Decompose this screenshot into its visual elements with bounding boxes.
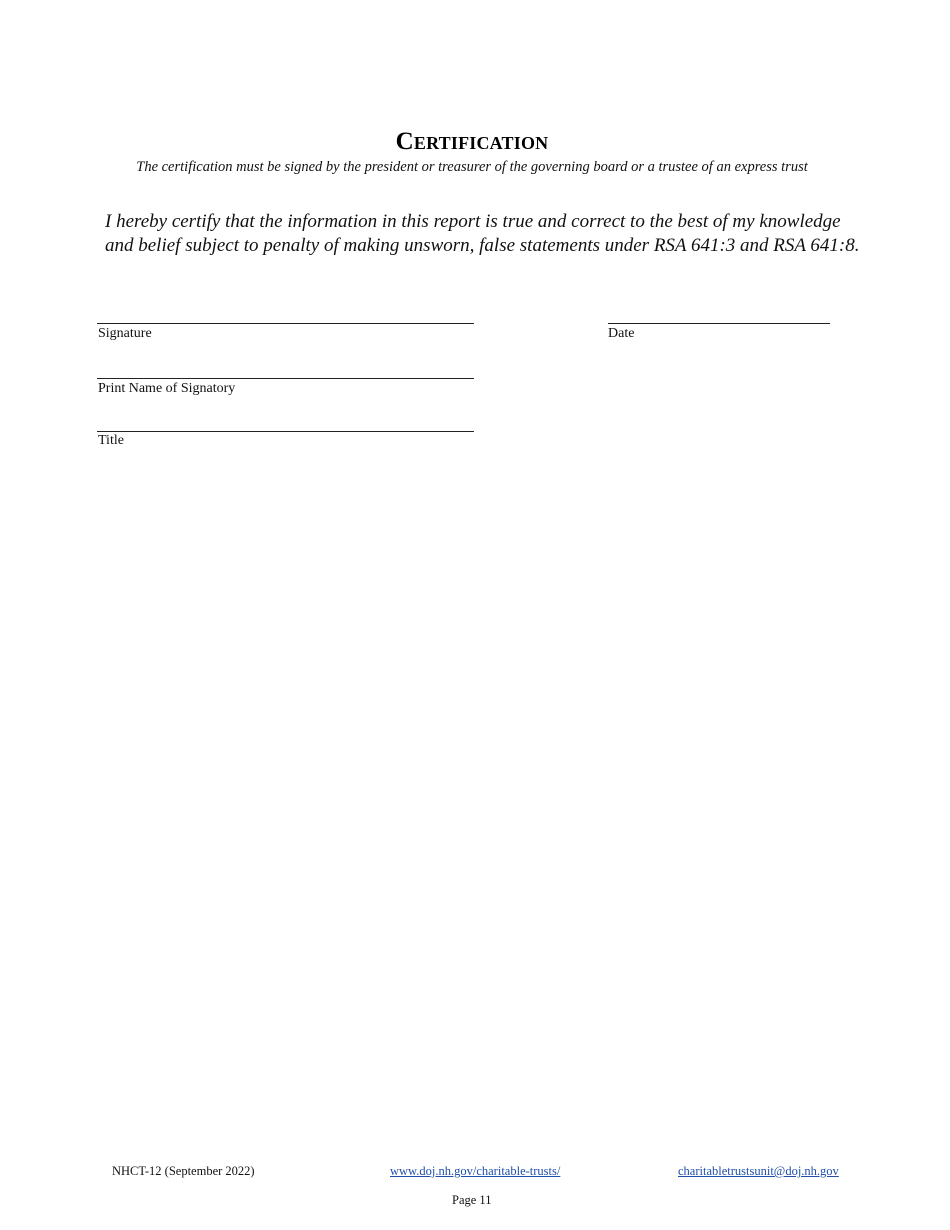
page-subtitle: The certification must be signed by the president or treasurer of the governing board or a trustee of an express trust [136,159,808,175]
page-number: Page 11 [452,1193,492,1207]
print-name-label: Print Name of Signatory [98,381,236,396]
print-name-field[interactable] [97,378,474,379]
signature-label: Signature [98,326,152,341]
title-label: Title [98,433,124,448]
certification-statement: I hereby certify that the information in this report is true and correct to the best of my knowledge and belief subject to penalty of making unsworn, false statements under RSA 641:3 and RSA 641:8. [105,211,860,256]
website-link[interactable]: www.doj.nh.gov/charitable-trusts/ [390,1164,561,1178]
email-link[interactable]: charitabletrustsunit@doj.nh.gov [678,1164,839,1178]
title-field[interactable] [97,431,474,432]
date-field[interactable] [608,323,830,324]
signature-field[interactable] [97,323,474,324]
page-title: Certification [395,128,549,155]
date-label: Date [608,326,635,341]
form-id: NHCT-12 (September 2022) [112,1164,255,1178]
